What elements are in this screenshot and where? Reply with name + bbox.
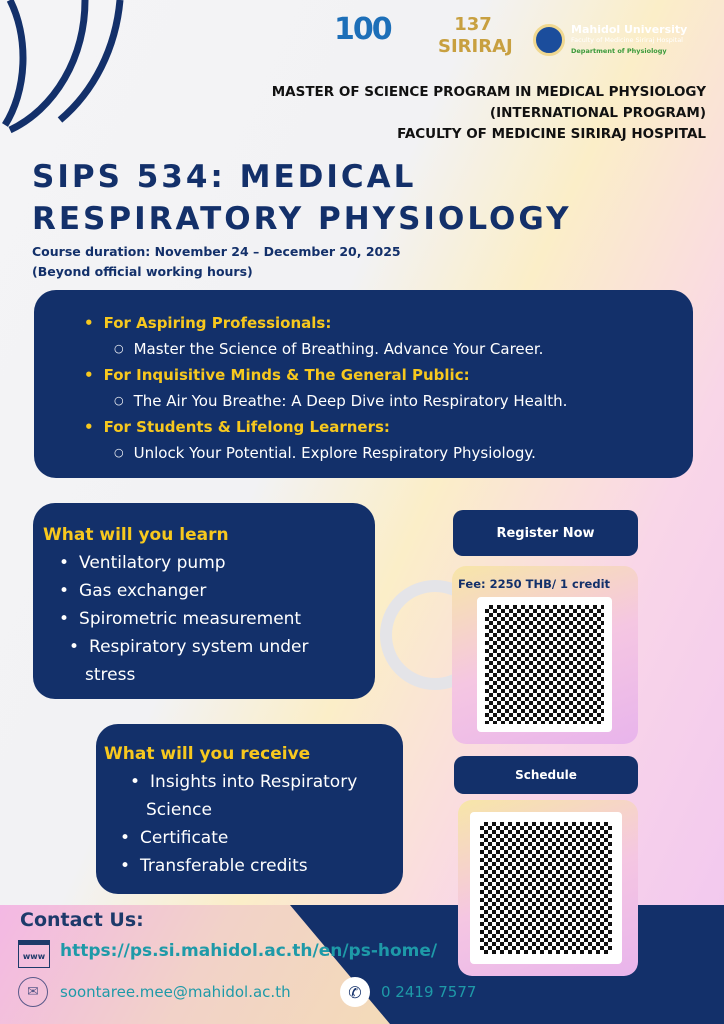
receive-item: • Insights into Respiratory Science: [120, 768, 380, 824]
registration-fee: Fee: 2250 THB/ 1 credit: [458, 577, 611, 591]
audience-heading: • For Aspiring Professionals:: [84, 310, 673, 336]
website-link[interactable]: https://ps.si.mahidol.ac.th/en/ps-home/: [60, 941, 438, 961]
duration-dates: Course duration: November 24 – December 20, 2025: [32, 244, 401, 259]
decorative-arc: [60, 0, 120, 120]
faculty-line: FACULTY OF MEDICINE SIRIRAJ HOSPITAL: [397, 126, 706, 142]
program-type: (INTERNATIONAL PROGRAM): [489, 105, 706, 121]
receive-heading: What will you receive: [104, 744, 311, 764]
register-now-button[interactable]: Register Now: [453, 510, 638, 556]
phone-icon: ✆: [340, 977, 370, 1007]
schedule-button[interactable]: Schedule: [454, 756, 638, 794]
receive-item: • Certificate: [120, 824, 393, 852]
email-link[interactable]: soontaree.mee@mahidol.ac.th: [60, 983, 291, 1001]
university-name: Mahidol University: [571, 23, 688, 36]
decorative-arcs: [0, 0, 130, 135]
audience-heading: • For Students & Lifelong Learners:: [84, 414, 673, 440]
course-duration: [32, 242, 512, 282]
learn-item: • Spirometric measurement: [59, 605, 365, 633]
audience-panel: [34, 290, 693, 478]
mahidol-seal-icon: [533, 24, 565, 56]
audience-heading: • For Inquisitive Minds & The General Public:: [84, 362, 673, 388]
course-title-line1: SIPS 534: MEDICAL: [32, 159, 417, 195]
mahidol-logo-text: [571, 24, 711, 57]
course-title: [32, 156, 692, 240]
receive-item: • Transferable credits: [120, 852, 393, 880]
learn-item: • Respiratory system under stress: [59, 633, 349, 689]
program-name: MASTER OF SCIENCE PROGRAM IN MEDICAL PHYSIOLOGY: [271, 84, 706, 100]
decorative-arc: [5, 0, 23, 125]
department-name: Department of Physiology: [571, 47, 667, 55]
duration-note: (Beyond official working hours): [32, 264, 253, 279]
centennial-logo: 100: [334, 12, 391, 47]
contact-heading: Contact Us:: [20, 909, 144, 931]
course-title-line2: RESPIRATORY PHYSIOLOGY: [32, 201, 572, 237]
receive-panel: [96, 724, 403, 894]
phone-number[interactable]: 0 2419 7577: [381, 983, 477, 1001]
learn-item: • Ventilatory pump: [59, 549, 365, 577]
faculty-name: Faculty of Medicine Siriraj Hospital: [571, 36, 683, 44]
schedule-qr-code[interactable]: [470, 812, 622, 964]
email-icon: ✉: [18, 977, 48, 1007]
learn-item: • Gas exchanger: [59, 577, 365, 605]
audience-text: ○ Unlock Your Potential. Explore Respiratory Physiology.: [84, 440, 673, 466]
learn-panel: [33, 503, 375, 699]
siriraj-137-logo: [428, 14, 518, 58]
audience-text: ○ The Air You Breathe: A Deep Dive into Respiratory Health.: [84, 388, 673, 414]
www-icon: www: [18, 940, 50, 968]
register-qr-code[interactable]: [477, 597, 612, 732]
siriraj-logo-text: 137 SIRIRAJ: [438, 14, 513, 57]
learn-heading: What will you learn: [43, 525, 229, 545]
audience-text: ○ Master the Science of Breathing. Advance Your Career.: [84, 336, 673, 362]
program-header: [200, 82, 706, 145]
